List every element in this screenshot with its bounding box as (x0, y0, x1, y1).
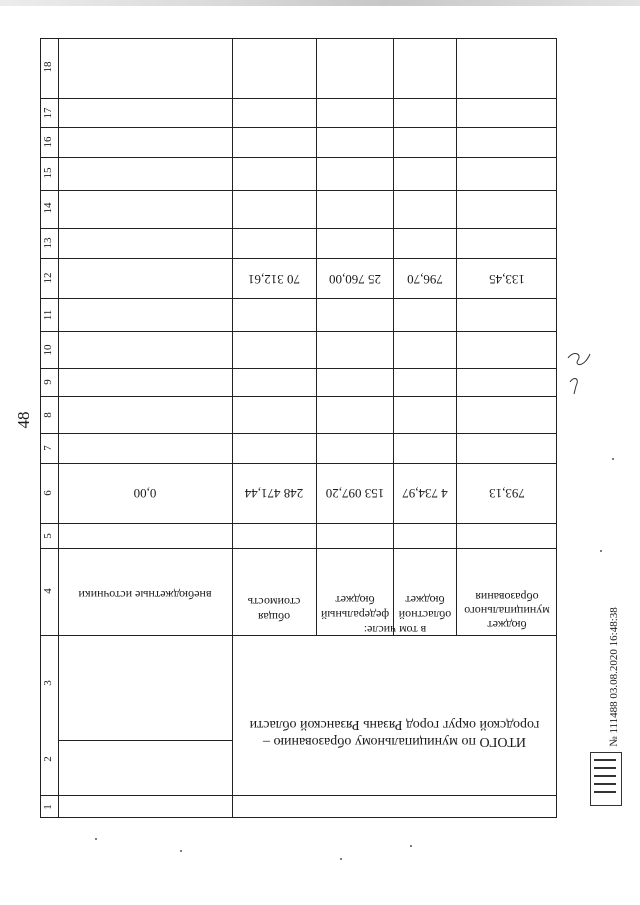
label-federal: федеральный бюджет (320, 593, 390, 622)
col-number-2: 2 (42, 756, 54, 762)
col12-federal: 25 760,00 (329, 272, 381, 287)
col-number-7: 7 (42, 445, 54, 451)
col-number-9: 9 (42, 379, 54, 385)
col-number-6: 6 (42, 490, 54, 496)
label-extrabudget: внебюджетные источники (78, 588, 212, 602)
col12-total: 70 312,61 (248, 272, 300, 287)
col-number-13: 13 (42, 237, 54, 249)
col12-municipal: 133,45 (489, 272, 525, 287)
col-number-16: 16 (42, 136, 54, 148)
col-number-10: 10 (42, 344, 54, 356)
handwritten-mark (560, 340, 600, 400)
page-number: 48 (14, 411, 33, 429)
col-number-4: 4 (42, 588, 54, 594)
col6-regional: 4 734,97 (402, 486, 448, 501)
label-regional: областной бюджет (398, 593, 452, 622)
col6-federal: 153 097,20 (325, 486, 385, 501)
scan-top-edge (0, 0, 640, 6)
col12-regional: 796,70 (407, 272, 443, 287)
col6-extrabudget: 0,00 (133, 486, 157, 501)
col-number-5: 5 (42, 533, 54, 539)
col-number-8: 8 (42, 412, 54, 418)
col6-total: 248 471,44 (244, 486, 304, 501)
label-total: общая стоимость (247, 595, 301, 624)
in-that-number-label: в том числе: (363, 623, 427, 637)
col-number-14: 14 (42, 202, 54, 214)
col-number-18: 18 (42, 61, 54, 73)
col-number-11: 11 (42, 309, 54, 321)
col-number-3: 3 (42, 680, 54, 686)
col-number-17: 17 (42, 107, 54, 119)
registration-stamp-text: № 111488 03.08.2020 16:48:38 (608, 607, 620, 747)
col-number-15: 15 (42, 167, 54, 179)
label-municipal: бюджет муниципального образования (464, 590, 550, 632)
col-number-1: 1 (42, 804, 54, 810)
col-number-12: 12 (42, 272, 54, 284)
col6-municipal: 793,13 (489, 486, 525, 501)
section-title: ИТОГО по муниципальному образованию – городской округ город Рязань Рязанской области (249, 717, 540, 749)
